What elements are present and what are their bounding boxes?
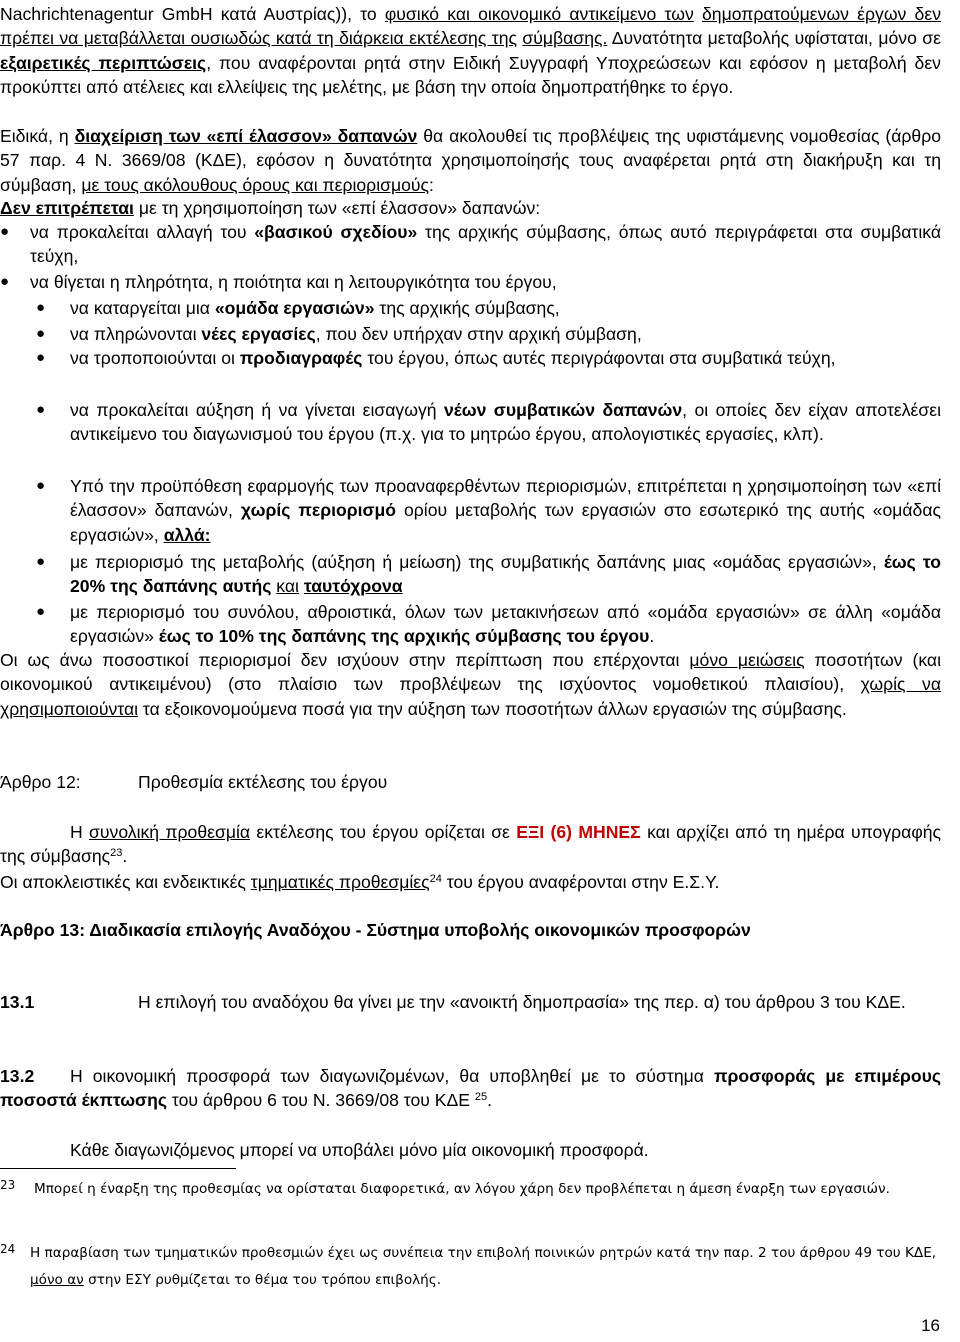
footnote-ref[interactable]: 23 — [110, 847, 123, 860]
list-item: ● να καταργείται μια «ομάδα εργασιών» της αρχικής σύμβασης, — [36, 296, 941, 320]
paragraph-contract-change: Nachrichtenagentur GmbH κατά Αυστρίας)), το φυσικό και οικονομικό αντικείμενο των δημοπρατούμενων έργων δεν πρέπει να μεταβάλλεται ουσιωδώς κατά τη διάρκεια εκτέλεσης της σύμβασης. Δυνατότητα μεταβολής υφίσταται, μόνο σε εξαιρετικές περιπτώσεις, που αναφέρονται ρητά στην Ειδική Συγγραφή Υποχρεώσεων και εφόσον η μεταβολή δεν προκύπτει από ατέλειες και ελλείψεις της μελέτης, με βάση την οποία δημοπρατήθηκε το έργο. — [0, 4, 942, 98]
list-item: ● Υπό την προϋπόθεση εφαρμογής των προαναφερθέντων περιορισμών, επιτρέπεται η χρησιμοποίηση των «επί έλασσον» δαπανών, χωρίς περιορισμό ορίου μεταβολής των εργασιών στο εσωτερικό της αυτής «ομάδας εργασιών», αλλά: — [36, 476, 941, 545]
bullet-icon: ● — [36, 325, 46, 342]
footnote-ref[interactable]: 24 — [429, 873, 442, 885]
bullet-icon: ● — [36, 299, 46, 316]
bullet-icon: ● — [36, 477, 46, 494]
section-13-1: 13.1 Η επιλογή του αναδόχου θα γίνει με την «ανοικτή δημοπρασία» της περ. α) του άρθρου 3 του ΚΔΕ. — [0, 992, 906, 1012]
paragraph-deadline: Η συνολική προθεσμία εκτέλεσης του έργου ορίζεται σε ΕΞΙ (6) ΜΗΝΕΣ και αρχίζει από τη ημέρα υπογραφής της σύμβασης$^{23}$. — [0, 822, 941, 867]
bullet-icon: ● — [36, 553, 46, 570]
footnote-number: 23 — [0, 1178, 16, 1192]
article-13-heading: Άρθρο 13: Διαδικασία επιλογής Αναδόχου - Σύστημα υποβολής οικονομικών προσφορών — [0, 920, 751, 940]
article-12-heading — [0, 770, 941, 794]
list-item: ● με περιορισμό του συνόλου, αθροιστικά, όλων των μετακινήσεων από «ομάδα εργασιών» σε άλλη «ομάδα εργασιών» έως το 10% της δαπάνης της αρχικής σύμβασης του έργου. — [36, 602, 941, 647]
list-item: ● να προκαλείται αύξηση ή να γίνεται εισαγωγή νέων συμβατικών δαπανών, οι οποίες δεν είχαν αποτελέσει αντικείμενο του διαγωνισμού του έργου (π.χ. για το μητρώο έργου, απολογιστικές εργασίες, κλπ). — [36, 400, 941, 445]
bullet-icon: ● — [0, 273, 10, 290]
bullet-icon: ● — [36, 401, 46, 418]
footnote-ref[interactable]: 25 — [474, 1091, 488, 1104]
list-item: ● να θίγεται η πληρότητα, η ποιότητα και η λειτουργικότητα του έργου, — [0, 270, 941, 294]
paragraph-single-offer: Κάθε διαγωνιζόμενος μπορεί να υποβάλει μόνο μία οικονομική προσφορά. — [70, 1140, 649, 1160]
list-item: ● να προκαλείται αλλαγή του «βασικού σχεδίου» της αρχικής σύμβασης, όπως αυτό περιγράφεται στα συμβατικά τεύχη, — [0, 222, 941, 267]
list-item: ● να πληρώνονται νέες εργασίες, που δεν υπήρχαν στην αρχική σύμβαση, — [36, 322, 941, 346]
article-12-label: Άρθρο 12: — [0, 772, 81, 792]
article-12-title: Προθεσμία εκτέλεσης του έργου — [138, 772, 388, 792]
paragraph-not-allowed: Δεν επιτρέπεται με τη χρησιμοποίηση των «επί έλασσον» δαπανών: — [0, 198, 541, 218]
list-item: ● να τροποποιούνται οι προδιαγραφές του έργου, όπως αυτές περιγράφονται στα συμβατικά τεύχη, — [36, 346, 941, 370]
section-13-2: 13.2 Η οικονομική προσφορά των διαγωνιζομένων, θα υποβληθεί με το σύστημα προσφοράς με επιμέρους ποσοστά έκπτωσης του άρθρου 6 του Ν. 3669/08 του ΚΔΕ $^{25}$. — [0, 1066, 941, 1111]
paragraph-reductions: Οι ως άνω ποσοστικοί περιορισμοί δεν ισχύουν στην περίπτωση που επέρχονται μόνο μειώσεις ποσοτήτων (και οικονομικού αντικειμένου) (στο πλαίσιο των προβλέψεων της ισχύοντος νομοθετικού πλαισίου), χωρίς να χρησιμοποιούνται τα εξοικονομούμενα ποσά για την αύξηση των ποσοτήτων άλλων εργασιών της σύμβασης. — [0, 650, 941, 719]
bullet-icon: ● — [36, 603, 46, 620]
footnote-24: 24 Η παραβίαση των τμηματικών προθεσμιών έχει ως συνέπεια την επιβολή ποινικών ρητρών κατά την παρ. 2 του άρθρου 49 του ΚΔΕ, μόνο αν στην ΕΣΥ ρυθμίζεται το θέμα του τρόπου επιβολής. — [0, 1240, 941, 1294]
paragraph-partial-deadlines: Οι αποκλειστικές και ενδεικτικές τμηματικές προθεσμίες$^{24}$ του έργου αναφέρονται στην Ε.Σ.Υ. — [0, 872, 720, 892]
bullet-icon: ● — [36, 349, 46, 366]
footnote-23: 23 Μπορεί η έναρξη της προθεσμίας να ορίσταται διαφορετικά, αν λόγου χάρη δεν προβλέπεται η άμεση έναρξη των εργασιών. — [0, 1176, 941, 1203]
bullet-icon: ● — [0, 223, 10, 240]
footnote-number: 24 — [0, 1242, 16, 1256]
list-item: ● με περιορισμό της μεταβολής (αύξηση ή μείωση) της συμβατικής δαπάνης μιας «ομάδας εργασιών», έως το 20% της δαπάνης αυτής και ταυτόχρονα — [36, 552, 941, 597]
footnote-separator — [0, 1168, 236, 1169]
page-number: 16 — [921, 1316, 940, 1335]
paragraph-less-expenses: Ειδικά, η διαχείριση των «επί έλασσον» δαπανών θα ακολουθεί τις προβλέψεις της υφιστάμενης νομοθεσίας (άρθρο 57 παρ. 4 Ν. 3669/08 (ΚΔΕ), εφόσον η δυνατότητα χρησιμοποίησής τους αναφέρεται ρητά στη διακήρυξη και τη σύμβαση, με τους ακόλουθους όρους και περιορισμούς: — [0, 126, 941, 195]
